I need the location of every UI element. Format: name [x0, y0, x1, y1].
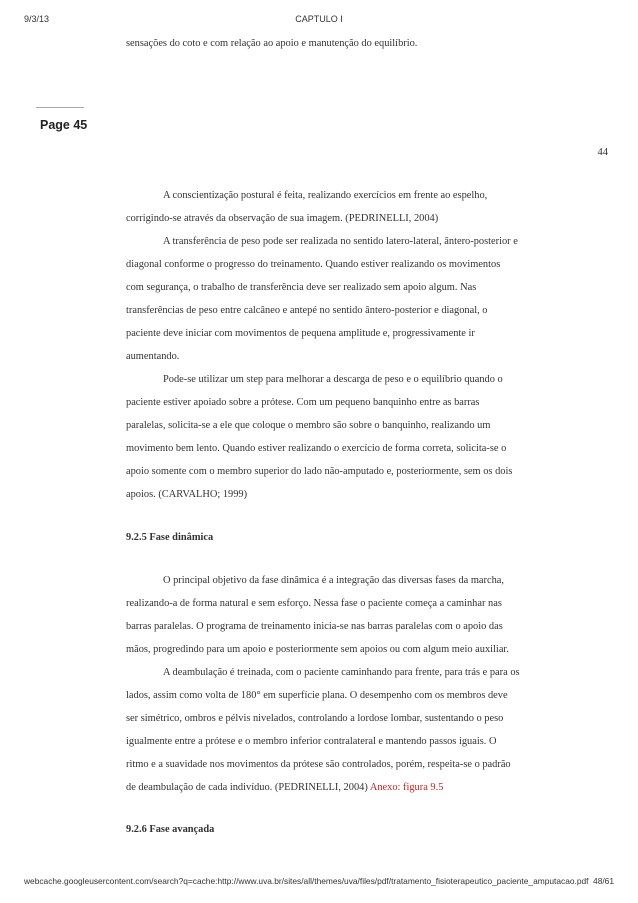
footer-page-count: 48/61 — [593, 876, 614, 886]
para2-line: aumentando. — [126, 351, 180, 362]
para5-last-line — [126, 783, 443, 793]
para1-line: A conscientização postural é feita, realizando exercícios em frente ao espelho, — [163, 190, 488, 201]
para4-line: realizando-a de forma natural e sem esforço. Nessa fase o paciente começa a caminhar nas — [126, 598, 502, 609]
para5-line: lados, assim como volta de 180° em superfície plana. O desempenho com os membros deve — [126, 690, 508, 701]
para5-line: A deambulação é treinada, com o paciente caminhando para frente, para trás e para os — [163, 667, 520, 678]
page-separator — [36, 107, 84, 108]
para2-line: diagonal conforme o progresso do treinamento. Quando estiver realizando os movimentos — [126, 259, 501, 270]
para2-line: A transferência de peso pode ser realizada no sentido latero-lateral, ântero-posterior e — [163, 236, 518, 247]
para4-line: O principal objetivo da fase dinâmica é a integração das diversas fases da marcha, — [163, 575, 505, 586]
header-title: CAPTULO I — [295, 14, 343, 24]
para3-line: paciente estiver apoiado sobre a prótese. Com um pequeno banquinho entre as barras — [126, 397, 480, 408]
para4-line: barras paralelas. O programa de treinamento inicia-se nas barras paralelas com o apoio das — [126, 621, 503, 632]
para4-line: mãos, progredindo para um apoio e posteriormente sem apoios ou com algum meio auxiliar. — [126, 644, 509, 655]
para2-line: com segurança, o trabalho de transferência deve ser realizado sem apoio algum. Nas — [126, 282, 477, 293]
para5-line: ritmo e a suavidade nos movimentos da prótese são controlados, porém, respeita-se o padrão — [126, 759, 511, 770]
para5-last-text: de deambulação de cada indivíduo. (PEDRINELLI, 2004) — [126, 782, 368, 793]
para1-line: corrigindo-se através da observação de sua imagem. (PEDRINELLI, 2004) — [126, 213, 439, 224]
para3-line: apoios. (CARVALHO; 1999) — [126, 489, 248, 500]
header-date: 9/3/13 — [24, 14, 50, 24]
para3-line: paralelas, solicita-se a ele que coloque o membro são sobre o banquinho, realizando um — [126, 420, 491, 431]
section-heading-fase-avancada: 9.2.6 Fase avançada — [126, 824, 215, 835]
para3-line: Pode-se utilizar um step para melhorar a descarga de peso e o equilíbrio quando o — [163, 374, 503, 385]
para3-line: movimento bem lento. Quando estiver realizando o exercício de forma correta, solicita-se o — [126, 443, 507, 454]
page-label: Page 45 — [40, 118, 88, 132]
para3-line: apoio somente com o membro superior do lado não-amputado e, posteriormente, sem os dois — [126, 466, 513, 477]
para5-line: ser simétrico, ombros e pélvis nivelados, controlando a lordose lombar, sustentando o peso — [126, 713, 504, 724]
footer-url: webcache.googleusercontent.com/search?q=cache:http://www.uva.br/sites/all/themes/uva/files/pdf/tratamento_fisioterapeutico_paciente_amputacao.pdf — [24, 876, 589, 886]
para2-line: paciente deve iniciar com movimentos de pequena amplitude e, progressivamente ir — [126, 328, 475, 339]
annex-figure-link[interactable]: Anexo: figura 9.5 — [369, 782, 444, 793]
page-number: 44 — [597, 147, 608, 158]
para2-line: transferências de peso entre calcâneo e antepé no sentido ântero-posterior e diagonal, o — [126, 305, 488, 316]
top-line: sensações do coto e com relação ao apoio e manutenção do equilíbrio. — [126, 38, 418, 49]
para5-line: igualmente entre a prótese e o membro inferior contralateral e mantendo passos iguais. O — [126, 736, 497, 747]
section-heading-fase-dinamica: 9.2.5 Fase dinâmica — [126, 532, 214, 543]
